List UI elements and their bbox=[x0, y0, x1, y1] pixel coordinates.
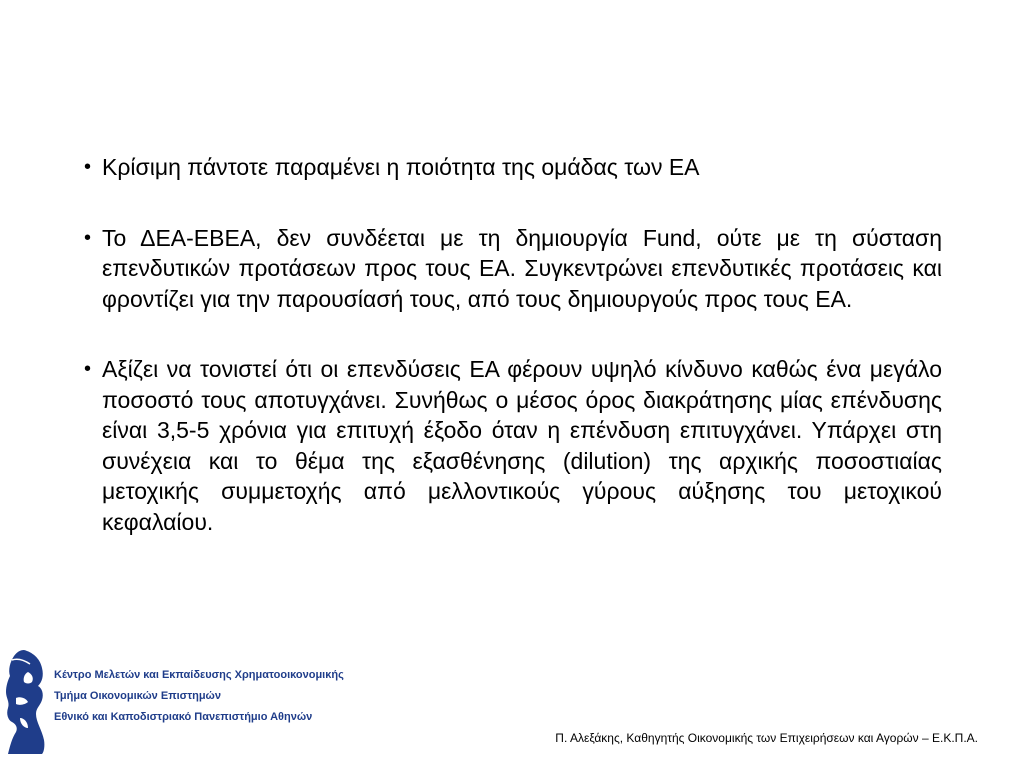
bullet-marker: • bbox=[84, 156, 92, 178]
slide-footer: Π. Αλεξάκης, Καθηγητής Οικονομικής των Επιχειρήσεων και Αγορών – Ε.Κ.Π.Α. bbox=[555, 731, 978, 745]
athena-head-icon bbox=[2, 648, 46, 756]
bullet-item-1 bbox=[84, 152, 942, 183]
logo-line-center: Κέντρο Μελετών και Εκπαίδευσης Χρηματοοικονομικής bbox=[54, 669, 344, 681]
logo-line-university: Εθνικό και Καποδιστριακό Πανεπιστήμιο Αθηνών bbox=[54, 711, 313, 723]
bullet-text: Το ΔΕΑ-ΕΒΕΑ, δεν συνδέεται με τη δημιουργία Fund, ούτε με τη σύσταση επενδυτικών προτάσεων προς τους ΕΑ. Συγκεντρώνει επενδυτικές προτάσεις και φροντίζει για την παρουσίασή τους, από τους δημιουργούς προς τους ΕΑ. bbox=[102, 224, 942, 312]
bullet-text: Κρίσιμη πάντοτε παραμένει η ποιότητα της ομάδας των ΕΑ bbox=[102, 154, 700, 180]
institution-logo-text bbox=[54, 665, 344, 728]
bullet-marker: • bbox=[84, 226, 92, 249]
logo-line-department: Τμήμα Οικονομικών Επιστημών bbox=[54, 690, 221, 702]
bullet-marker: • bbox=[84, 358, 92, 380]
bullet-item-2 bbox=[84, 223, 942, 315]
bullet-item-3 bbox=[84, 354, 942, 537]
bullet-text: Αξίζει να τονιστεί ότι οι επενδύσεις ΕΑ φέρουν υψηλό κίνδυνο καθώς ένα μεγάλο ποσοστό τους αποτυγχάνει. Συνήθως ο μέσος όρος διακράτησης μίας επένδυσης είναι 3,5-5 χρόνια για επιτυχή έξοδο όταν η επένδυση επιτυγχάνει. Υπάρχει στη συνέχεια και το θέμα της εξασθένησης (dilution) της αρχικής ποσοστιαίας μετοχικής συμμετοχής από μελλοντικούς γύρους αύξησης του μετοχικού κεφαλαίου. bbox=[102, 356, 942, 535]
slide-body bbox=[84, 152, 942, 577]
